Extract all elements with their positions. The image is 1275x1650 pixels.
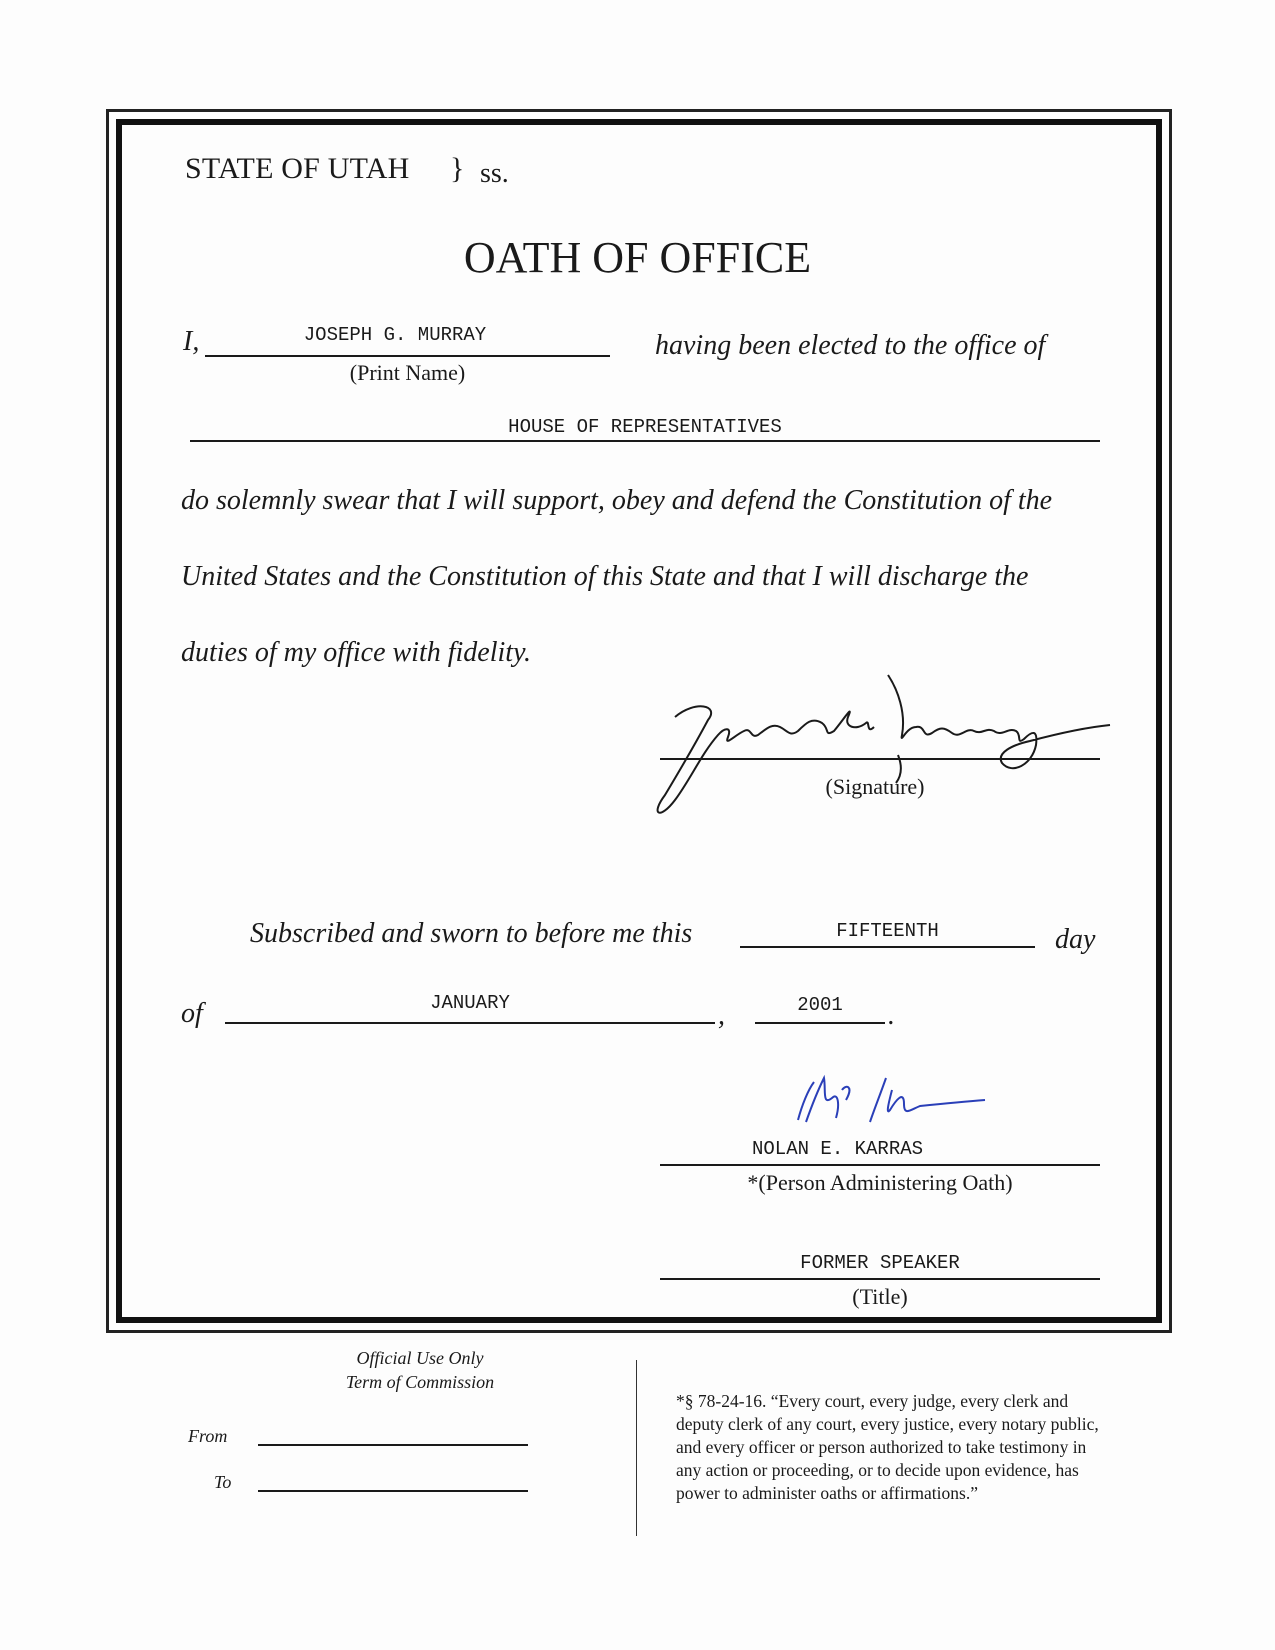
administrator-title-line <box>660 1278 1100 1280</box>
statute-line: any action or proceeding, or to decide upon evidence, has <box>676 1460 1079 1480</box>
footer-divider <box>636 1360 637 1536</box>
administrator-line <box>660 1164 1100 1166</box>
scilicet-label: ss. <box>480 158 509 189</box>
oath-text-line-2: United States and the Constitution of this State and that I will discharge the <box>181 561 1029 592</box>
day-value: FIFTEENTH <box>836 920 939 942</box>
statute-line: *§ 78-24-16. “Every court, every judge, every clerk and <box>676 1391 1069 1411</box>
to-label: To <box>214 1472 232 1492</box>
month-line <box>225 1022 715 1024</box>
statute-line: power to administer oaths or affirmations.” <box>676 1483 978 1503</box>
to-line[interactable] <box>258 1490 528 1492</box>
month-value: JANUARY <box>430 992 510 1014</box>
date-comma: , <box>718 1000 725 1031</box>
sworn-text: Subscribed and sworn to before me this <box>250 918 693 949</box>
date-period: . <box>888 1000 895 1031</box>
statute-line: deputy clerk of any court, every justice, every notary public, <box>676 1414 1099 1434</box>
venue-brace: } <box>450 152 465 185</box>
office-line <box>190 440 1100 442</box>
from-label: From <box>188 1426 228 1446</box>
administrator-caption: *(Person Administering Oath) <box>747 1170 1013 1195</box>
statute-citation <box>676 1390 1176 1505</box>
document-title: OATH OF OFFICE <box>463 233 812 282</box>
oath-text-line-3: duties of my office with fidelity. <box>181 637 531 668</box>
from-line[interactable] <box>258 1444 528 1446</box>
year-line <box>755 1022 885 1024</box>
title-caption: (Title) <box>852 1284 908 1309</box>
office-value: HOUSE OF REPRESENTATIVES <box>508 416 782 438</box>
year-value: 2001 <box>797 994 843 1016</box>
state-label: STATE OF UTAH <box>185 152 410 185</box>
print-name-value: JOSEPH G. MURRAY <box>303 324 487 346</box>
of-word: of <box>181 998 203 1029</box>
official-use-heading: Official Use Only <box>356 1348 484 1368</box>
administrator-title-value: FORMER SPEAKER <box>800 1252 960 1274</box>
print-name-line <box>205 355 610 357</box>
print-name-caption: (Print Name) <box>349 360 466 385</box>
elected-text: having been elected to the office of <box>655 330 1046 361</box>
administrator-signature-scribble <box>780 1060 1000 1140</box>
signature-caption: (Signature) <box>825 774 925 799</box>
signature-scribble <box>640 665 1120 825</box>
administrator-name: NOLAN E. KARRAS <box>752 1138 924 1160</box>
oath-intro: I, <box>183 326 200 357</box>
term-of-commission-heading: Term of Commission <box>345 1372 495 1392</box>
day-line <box>740 946 1035 948</box>
day-word: day <box>1055 924 1096 955</box>
oath-text-line-1: do solemnly swear that I will support, obey and defend the Constitution of the <box>181 485 1053 516</box>
statute-line: and every officer or person authorized to take testimony in <box>676 1437 1087 1457</box>
